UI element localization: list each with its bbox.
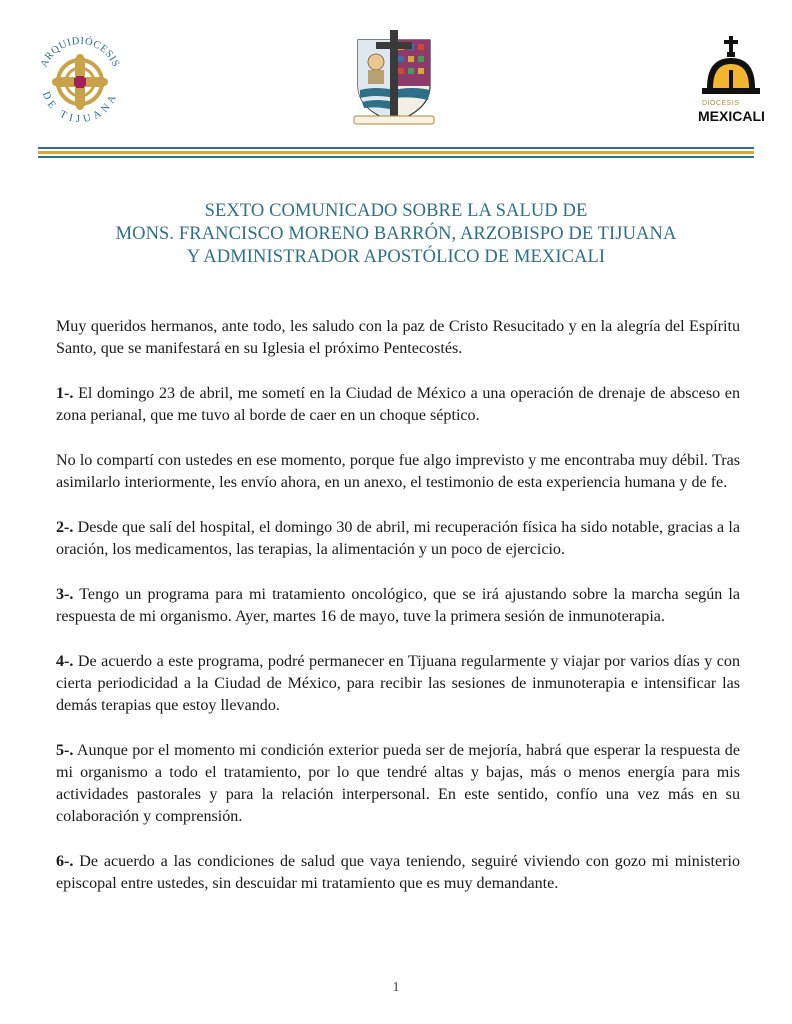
paragraph-text: De acuerdo a las condiciones de salud que vaya teniendo, seguiré viviendo con gozo mi ministerio episcopal entre ustedes, sin descuidar mi tratamiento que es muy demandante. [56, 853, 740, 892]
paragraph [56, 851, 740, 895]
paragraph-number: 2-. [56, 519, 74, 536]
page-number: 1 [392, 980, 400, 995]
paragraph [56, 383, 740, 427]
paragraph-text: Tengo un programa para mi tratamiento oncológico, que se irá ajustando sobre la marcha según la respuesta de mi organismo. Ayer, martes 16 de mayo, tuve la primera sesión de inmunoterapia. [56, 586, 740, 625]
letterhead [0, 0, 792, 150]
paragraph-number: 5-. [56, 742, 74, 759]
document-title [40, 200, 752, 269]
document-body [56, 316, 740, 918]
paragraph-number: 3-. [56, 586, 74, 603]
paragraph [56, 450, 740, 494]
paragraph [56, 740, 740, 828]
paragraph-text: Muy queridos hermanos, ante todo, les saludo con la paz de Cristo Resucitado y en la alegría del Espíritu Santo, que se manifestará en su Iglesia el próximo Pentecostés. [56, 318, 740, 357]
title-line-1: SEXTO COMUNICADO SOBRE LA SALUD DE [204, 201, 588, 221]
paragraph-text: El domingo 23 de abril, me sometí en la Ciudad de México a una operación de drenaje de absceso en zona perianal, que me tuvo al borde de caer en un choque séptico. [56, 385, 740, 424]
paragraph-text: No lo compartí con ustedes en ese momento, porque fue algo imprevisto y me encontraba muy débil. Tras asimilarlo interiormente, les envío ahora, en un anexo, el testimonio de esta experiencia humana y de fe. [56, 452, 740, 491]
title-line-2: MONS. FRANCISCO MORENO BARRÓN, ARZOBISPO DE TIJUANA [115, 224, 677, 244]
paragraph-text: Desde que salí del hospital, el domingo 30 de abril, mi recuperación física ha sido notable, gracias a la oración, los medicamentos, las terapias, la alimentación y un poco de ejercicio. [56, 519, 740, 558]
paragraph [56, 651, 740, 717]
paragraph-text: Aunque por el momento mi condición exterior pueda ser de mejoría, habrá que esperar la respuesta de mi organismo a todo el tratamiento, por lo que tendré altas y bajas, más o menos energía para mis actividades pastorales y para la relación interpersonal. En este sentido, confío una vez más en su colaboración y comprensión. [56, 742, 740, 825]
title-line-3: Y ADMINISTRADOR APOSTÓLICO DE MEXICALI [186, 247, 606, 267]
header-rule-teal-top [38, 147, 754, 149]
paragraph-number: 1-. [56, 385, 74, 402]
diocese-mexicali-logo [698, 36, 764, 128]
paragraph [56, 316, 740, 360]
paragraph-text: De acuerdo a este programa, podré permanecer en Tijuana regularmente y viajar por varios días y con cierta periodicidad a la Ciudad de México, para recibir las sesiones de inmunoterapia e intensificar las demás terapias que estoy llevando. [56, 653, 740, 714]
paragraph-number: 4-. [56, 653, 74, 670]
diocese-label: DIÓCESIS [702, 100, 740, 107]
header-rule-teal-bottom [38, 156, 754, 158]
episcopal-coat-of-arms [350, 28, 438, 128]
paragraph-number: 6-. [56, 853, 74, 870]
paragraph [56, 584, 740, 628]
archdiocese-tijuana-logo [30, 28, 130, 128]
logo-arc-bottom-text: DE TIJUANA [39, 90, 121, 126]
paragraph [56, 517, 740, 561]
diocese-name: MEXICALI [698, 108, 765, 124]
header-rule-gold [38, 151, 754, 154]
dome-cross-icon [698, 36, 764, 100]
logo-arc-top-text: ARQUIDIÓCESIS [38, 35, 122, 70]
